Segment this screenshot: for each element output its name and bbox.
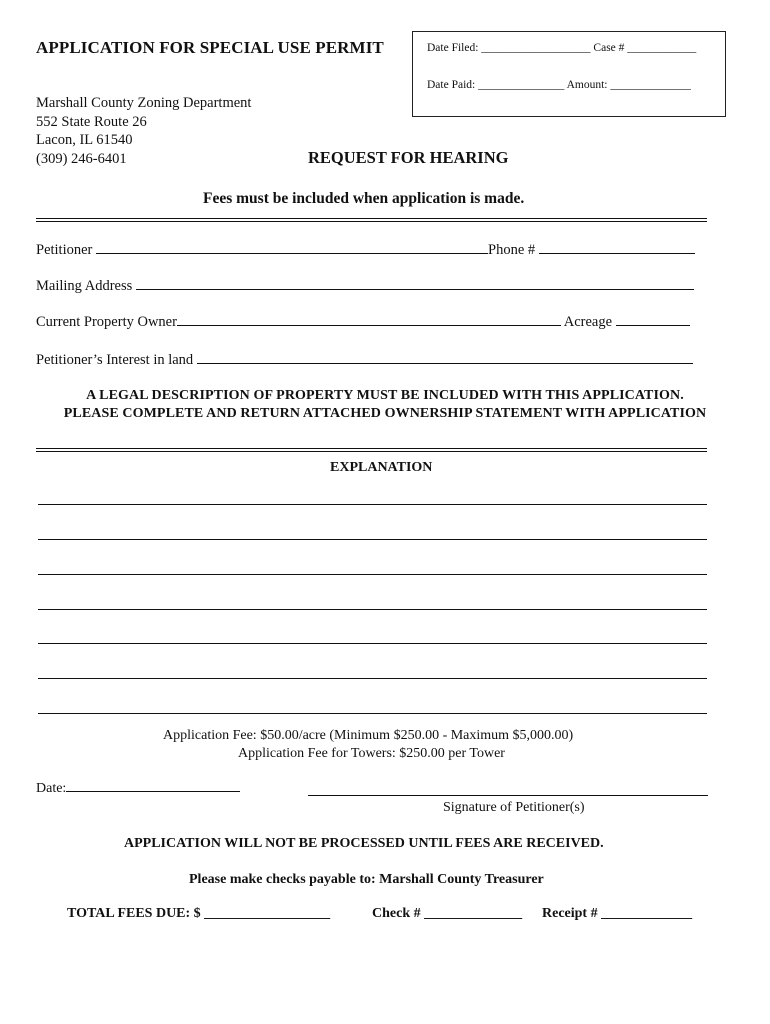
- explanation-line[interactable]: [38, 609, 707, 610]
- current-owner-field[interactable]: [177, 325, 561, 326]
- department-address: [36, 94, 251, 168]
- interest-label: Petitioner’s Interest in land: [36, 352, 194, 368]
- petitioner-label: Petitioner: [36, 242, 93, 258]
- interest-field[interactable]: [197, 363, 693, 364]
- checks-payable-text: Please make checks payable to: Marshall County Treasurer: [189, 872, 544, 887]
- address-line: Marshall County Zoning Department: [36, 95, 252, 111]
- date-paid-amount-line: Date Paid: _______________ Amount: ______________: [427, 79, 691, 91]
- acreage-field[interactable]: [616, 325, 690, 326]
- interest-row: [36, 352, 693, 369]
- section-divider: [36, 448, 707, 452]
- fees-notice: Fees must be included when application is made.: [203, 190, 525, 207]
- explanation-line[interactable]: [38, 678, 707, 679]
- mailing-address-row: [36, 278, 694, 295]
- explanation-line[interactable]: [38, 574, 707, 575]
- check-number: Check # ______________: [372, 906, 523, 921]
- explanation-line[interactable]: [38, 643, 707, 644]
- petitioner-field[interactable]: [96, 253, 488, 254]
- application-fee-text: Application Fee: $50.00/acre (Minimum $250.00 - Maximum $5,000.00): [163, 728, 574, 743]
- legal-description-notice: A LEGAL DESCRIPTION OF PROPERTY MUST BE INCLUDED WITH THIS APPLICATION.: [86, 388, 684, 403]
- receipt-number: Receipt # _____________: [542, 906, 693, 921]
- date-filed-case-line: Date Filed: ___________________ Case # ____________: [427, 42, 697, 54]
- current-owner-label: Current Property Owner: [36, 314, 177, 330]
- tower-fee-text: Application Fee for Towers: $250.00 per Tower: [238, 746, 505, 761]
- current-owner-row: [36, 314, 690, 331]
- explanation-line[interactable]: [38, 539, 707, 540]
- acreage-label: Acreage: [563, 314, 613, 330]
- explanation-line[interactable]: [38, 713, 707, 714]
- total-fees-due: TOTAL FEES DUE: $ __________________: [67, 906, 331, 921]
- office-use-box: [412, 31, 726, 117]
- mailing-address-label: Mailing Address: [36, 278, 133, 294]
- petitioner-row: [36, 242, 695, 259]
- address-line: 552 State Route 26: [36, 113, 147, 130]
- phone-field[interactable]: [539, 253, 695, 254]
- signature-label: Signature of Petitioner(s): [443, 800, 585, 815]
- signature-field[interactable]: [308, 795, 708, 796]
- explanation-heading: EXPLANATION: [330, 460, 433, 475]
- date-field[interactable]: [66, 791, 240, 792]
- mailing-address-field[interactable]: [136, 289, 694, 290]
- processing-notice: APPLICATION WILL NOT BE PROCESSED UNTIL FEES ARE RECEIVED.: [124, 836, 604, 851]
- phone-label: Phone #: [488, 242, 536, 258]
- address-line: (309) 246-6401: [36, 150, 127, 167]
- ownership-statement-notice: PLEASE COMPLETE AND RETURN ATTACHED OWNERSHIP STATEMENT WITH APPLICATION: [63, 406, 707, 421]
- request-for-hearing-heading: REQUEST FOR HEARING: [308, 148, 509, 167]
- date-label: Date:: [36, 781, 67, 796]
- explanation-line[interactable]: [38, 504, 707, 505]
- form-title: APPLICATION FOR SPECIAL USE PERMIT: [36, 38, 384, 57]
- date-row: [36, 781, 240, 797]
- section-divider: [36, 218, 707, 222]
- address-line: Lacon, IL 61540: [36, 132, 133, 148]
